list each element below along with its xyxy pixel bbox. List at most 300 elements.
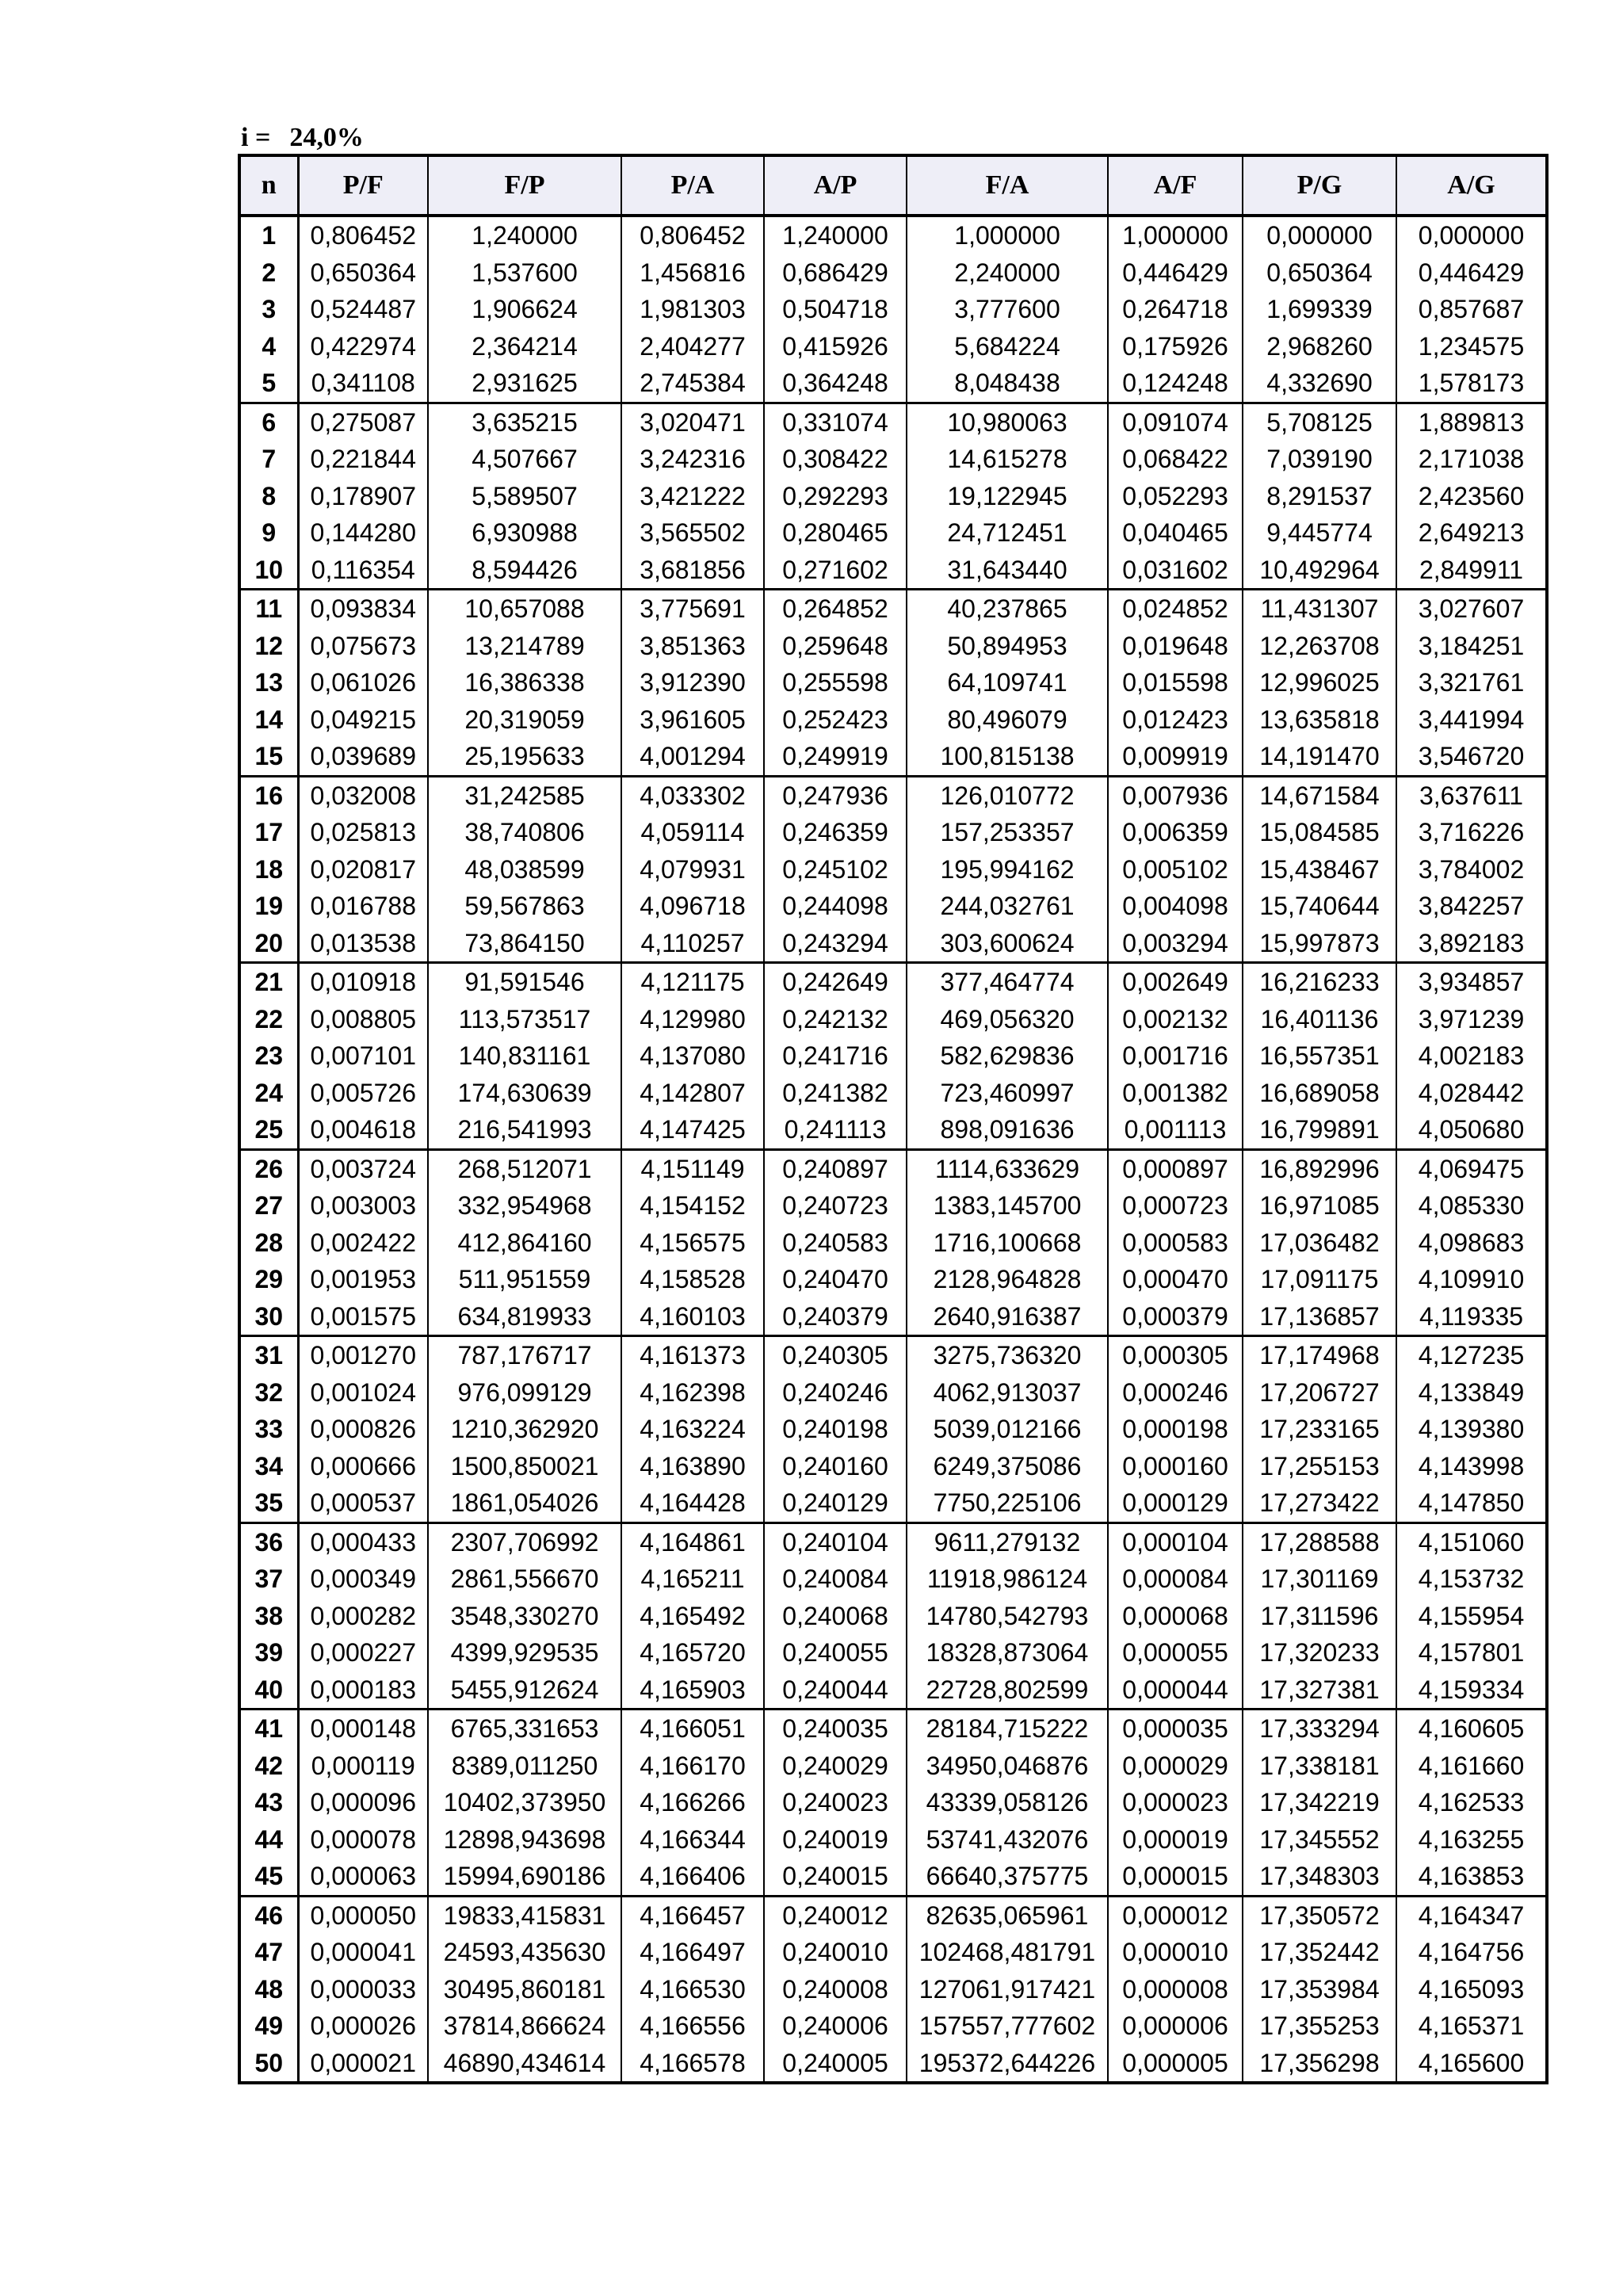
cell-ap: 0,240035	[764, 1710, 907, 1748]
cell-fa: 19,122945	[907, 478, 1108, 515]
cell-af: 0,000035	[1108, 1710, 1243, 1748]
cell-pf: 0,001953	[298, 1261, 428, 1298]
cell-ap: 0,244098	[764, 888, 907, 925]
cell-pg: 17,273422	[1243, 1484, 1396, 1522]
cell-pf: 0,003724	[298, 1149, 428, 1187]
cell-pf: 0,075673	[298, 628, 428, 665]
cell-ap: 0,240023	[764, 1784, 907, 1821]
cell-fp: 8389,011250	[428, 1748, 621, 1785]
cell-pa: 4,096718	[621, 888, 764, 925]
cell-af: 0,001382	[1108, 1075, 1243, 1112]
cell-ap: 0,240723	[764, 1187, 907, 1224]
cell-pf: 0,000096	[298, 1784, 428, 1821]
cell-pa: 0,806452	[621, 216, 764, 254]
cell-n: 50	[239, 2045, 298, 2084]
cell-pf: 0,221844	[298, 441, 428, 478]
cell-pg: 16,401136	[1243, 1001, 1396, 1038]
cell-pf: 0,020817	[298, 851, 428, 888]
cell-ag: 4,069475	[1396, 1149, 1547, 1187]
cell-pf: 0,275087	[298, 403, 428, 441]
cell-pf: 0,000050	[298, 1896, 428, 1934]
table-row	[239, 514, 1547, 552]
interest-rate-label: i =	[241, 123, 271, 152]
table-row	[239, 1710, 1547, 1748]
cell-pf: 0,001270	[298, 1336, 428, 1374]
cell-fp: 113,573517	[428, 1001, 621, 1038]
cell-ap: 0,243294	[764, 925, 907, 963]
table-row	[239, 1971, 1547, 2008]
cell-pf: 0,000433	[298, 1522, 428, 1561]
cell-fa: 102468,481791	[907, 1934, 1108, 1971]
cell-ag: 0,000000	[1396, 216, 1547, 254]
cell-fp: 31,242585	[428, 776, 621, 814]
cell-fa: 377,464774	[907, 963, 1108, 1001]
cell-pa: 4,162398	[621, 1374, 764, 1412]
table-row	[239, 552, 1547, 590]
cell-n: 43	[239, 1784, 298, 1821]
column-header-fp: F/P	[428, 155, 621, 216]
cell-pf: 0,000063	[298, 1858, 428, 1896]
cell-pa: 4,160103	[621, 1298, 764, 1336]
cell-af: 0,068422	[1108, 441, 1243, 478]
table-row	[239, 963, 1547, 1001]
cell-fp: 1861,054026	[428, 1484, 621, 1522]
cell-ap: 1,240000	[764, 216, 907, 254]
cell-pa: 4,151149	[621, 1149, 764, 1187]
cell-ag: 3,184251	[1396, 628, 1547, 665]
cell-pa: 4,166578	[621, 2045, 764, 2084]
cell-fa: 28184,715222	[907, 1710, 1108, 1748]
cell-ag: 4,151060	[1396, 1522, 1547, 1561]
cell-n: 18	[239, 851, 298, 888]
cell-fp: 19833,415831	[428, 1896, 621, 1934]
cell-pa: 2,404277	[621, 328, 764, 365]
cell-pf: 0,422974	[298, 328, 428, 365]
cell-fa: 31,643440	[907, 552, 1108, 590]
cell-n: 11	[239, 590, 298, 628]
cell-ag: 4,161660	[1396, 1748, 1547, 1785]
cell-ag: 3,892183	[1396, 925, 1547, 963]
cell-fa: 43339,058126	[907, 1784, 1108, 1821]
cell-ag: 3,546720	[1396, 738, 1547, 776]
cell-pg: 4,332690	[1243, 365, 1396, 403]
cell-pg: 16,971085	[1243, 1187, 1396, 1224]
cell-n: 22	[239, 1001, 298, 1038]
cell-fp: 140,831161	[428, 1037, 621, 1075]
cell-pf: 0,000666	[298, 1448, 428, 1485]
cell-pg: 17,345552	[1243, 1821, 1396, 1859]
cell-fa: 2640,916387	[907, 1298, 1108, 1336]
cell-ap: 0,240015	[764, 1858, 907, 1896]
cell-fp: 1,906624	[428, 291, 621, 328]
cell-pg: 11,431307	[1243, 590, 1396, 628]
cell-pg: 0,000000	[1243, 216, 1396, 254]
cell-af: 0,000006	[1108, 2008, 1243, 2045]
cell-n: 3	[239, 291, 298, 328]
cell-fp: 3548,330270	[428, 1598, 621, 1635]
table-row	[239, 701, 1547, 739]
cell-pg: 16,892996	[1243, 1149, 1396, 1187]
cell-ap: 0,241716	[764, 1037, 907, 1075]
cell-ag: 3,934857	[1396, 963, 1547, 1001]
cell-ag: 4,163853	[1396, 1858, 1547, 1896]
cell-ap: 0,308422	[764, 441, 907, 478]
cell-pa: 4,165492	[621, 1598, 764, 1635]
cell-af: 0,000005	[1108, 2045, 1243, 2084]
cell-pa: 3,421222	[621, 478, 764, 515]
cell-af: 0,000012	[1108, 1896, 1243, 1934]
table-row	[239, 738, 1547, 776]
cell-fa: 82635,065961	[907, 1896, 1108, 1934]
cell-pf: 0,000078	[298, 1821, 428, 1859]
cell-fa: 11918,986124	[907, 1561, 1108, 1598]
cell-pf: 0,002422	[298, 1224, 428, 1262]
cell-fp: 10402,373950	[428, 1784, 621, 1821]
cell-fp: 38,740806	[428, 814, 621, 851]
cell-fp: 46890,434614	[428, 2045, 621, 2084]
table-row	[239, 1001, 1547, 1038]
table-row	[239, 1374, 1547, 1412]
cell-af: 0,000160	[1108, 1448, 1243, 1485]
cell-ap: 0,240010	[764, 1934, 907, 1971]
cell-ap: 0,240583	[764, 1224, 907, 1262]
cell-fp: 73,864150	[428, 925, 621, 963]
cell-n: 8	[239, 478, 298, 515]
cell-ap: 0,271602	[764, 552, 907, 590]
cell-pa: 4,164428	[621, 1484, 764, 1522]
cell-ag: 3,321761	[1396, 664, 1547, 701]
cell-pg: 16,689058	[1243, 1075, 1396, 1112]
cell-af: 0,004098	[1108, 888, 1243, 925]
cell-af: 0,000068	[1108, 1598, 1243, 1635]
cell-ap: 0,292293	[764, 478, 907, 515]
cell-ap: 0,240068	[764, 1598, 907, 1635]
table-row	[239, 1448, 1547, 1485]
cell-n: 36	[239, 1522, 298, 1561]
cell-fa: 582,629836	[907, 1037, 1108, 1075]
cell-fp: 15994,690186	[428, 1858, 621, 1896]
cell-pf: 0,650364	[298, 254, 428, 292]
cell-ap: 0,240470	[764, 1261, 907, 1298]
table-row	[239, 1037, 1547, 1075]
cell-ap: 0,240012	[764, 1896, 907, 1934]
cell-ag: 3,637611	[1396, 776, 1547, 814]
cell-af: 0,000084	[1108, 1561, 1243, 1598]
cell-fa: 10,980063	[907, 403, 1108, 441]
cell-ap: 0,686429	[764, 254, 907, 292]
cell-pf: 0,000537	[298, 1484, 428, 1522]
cell-ag: 0,857687	[1396, 291, 1547, 328]
cell-pf: 0,000349	[298, 1561, 428, 1598]
cell-pa: 4,166497	[621, 1934, 764, 1971]
table-row	[239, 1784, 1547, 1821]
cell-ap: 0,246359	[764, 814, 907, 851]
cell-fa: 195,994162	[907, 851, 1108, 888]
cell-af: 0,000055	[1108, 1634, 1243, 1671]
cell-ap: 0,255598	[764, 664, 907, 701]
cell-ag: 4,002183	[1396, 1037, 1547, 1075]
cell-pa: 4,147425	[621, 1111, 764, 1149]
table-row	[239, 1896, 1547, 1934]
cell-ag: 3,441994	[1396, 701, 1547, 739]
cell-ap: 0,240198	[764, 1411, 907, 1448]
cell-pg: 16,557351	[1243, 1037, 1396, 1075]
cell-pg: 1,699339	[1243, 291, 1396, 328]
cell-pf: 0,093834	[298, 590, 428, 628]
table-row	[239, 1671, 1547, 1710]
cell-ap: 0,240379	[764, 1298, 907, 1336]
cell-ap: 0,240246	[764, 1374, 907, 1412]
cell-ag: 0,446429	[1396, 254, 1547, 292]
cell-pg: 15,997873	[1243, 925, 1396, 963]
cell-ag: 4,109910	[1396, 1261, 1547, 1298]
cell-fa: 1,000000	[907, 216, 1108, 254]
cell-pf: 0,178907	[298, 478, 428, 515]
cell-af: 0,000008	[1108, 1971, 1243, 2008]
column-header-n: n	[239, 155, 298, 216]
cell-pf: 0,341108	[298, 365, 428, 403]
cell-pa: 4,165211	[621, 1561, 764, 1598]
cell-fa: 1114,633629	[907, 1149, 1108, 1187]
table-row	[239, 1298, 1547, 1336]
table-row	[239, 925, 1547, 963]
interest-rate-value: 24,0%	[289, 123, 364, 152]
cell-pa: 4,166344	[621, 1821, 764, 1859]
cell-fp: 216,541993	[428, 1111, 621, 1149]
table-header	[239, 155, 1547, 216]
table-row	[239, 403, 1547, 441]
cell-pa: 3,242316	[621, 441, 764, 478]
cell-n: 5	[239, 365, 298, 403]
table-row	[239, 1634, 1547, 1671]
cell-pg: 14,671584	[1243, 776, 1396, 814]
table-row	[239, 1484, 1547, 1522]
cell-fp: 59,567863	[428, 888, 621, 925]
cell-af: 0,015598	[1108, 664, 1243, 701]
cell-fp: 5,589507	[428, 478, 621, 515]
cell-fa: 5,684224	[907, 328, 1108, 365]
cell-pf: 0,032008	[298, 776, 428, 814]
cell-n: 17	[239, 814, 298, 851]
cell-fp: 10,657088	[428, 590, 621, 628]
cell-pf: 0,007101	[298, 1037, 428, 1075]
cell-pf: 0,000282	[298, 1598, 428, 1635]
cell-af: 0,003294	[1108, 925, 1243, 963]
cell-af: 0,000104	[1108, 1522, 1243, 1561]
cell-ap: 0,241382	[764, 1075, 907, 1112]
cell-ap: 0,364248	[764, 365, 907, 403]
table-row	[239, 1821, 1547, 1859]
cell-af: 0,000198	[1108, 1411, 1243, 1448]
cell-af: 0,175926	[1108, 328, 1243, 365]
cell-pa: 4,121175	[621, 963, 764, 1001]
cell-pa: 4,166170	[621, 1748, 764, 1785]
cell-af: 0,012423	[1108, 701, 1243, 739]
cell-fp: 5455,912624	[428, 1671, 621, 1710]
cell-ag: 4,164347	[1396, 1896, 1547, 1934]
cell-pf: 0,000148	[298, 1710, 428, 1748]
cell-pf: 0,039689	[298, 738, 428, 776]
cell-fp: 332,954968	[428, 1187, 621, 1224]
column-header-pa: P/A	[621, 155, 764, 216]
cell-fp: 25,195633	[428, 738, 621, 776]
cell-pg: 17,348303	[1243, 1858, 1396, 1896]
cell-af: 0,052293	[1108, 478, 1243, 515]
cell-fa: 2128,964828	[907, 1261, 1108, 1298]
cell-pa: 4,166556	[621, 2008, 764, 2045]
cell-fp: 976,099129	[428, 1374, 621, 1412]
cell-pg: 5,708125	[1243, 403, 1396, 441]
cell-n: 42	[239, 1748, 298, 1785]
cell-pa: 3,775691	[621, 590, 764, 628]
cell-pf: 0,000026	[298, 2008, 428, 2045]
cell-af: 0,000023	[1108, 1784, 1243, 1821]
cell-pg: 17,338181	[1243, 1748, 1396, 1785]
cell-ag: 4,165371	[1396, 2008, 1547, 2045]
cell-ag: 4,143998	[1396, 1448, 1547, 1485]
cell-n: 41	[239, 1710, 298, 1748]
cell-n: 15	[239, 738, 298, 776]
cell-pg: 17,091175	[1243, 1261, 1396, 1298]
cell-pg: 17,136857	[1243, 1298, 1396, 1336]
cell-pg: 0,650364	[1243, 254, 1396, 292]
cell-ap: 0,240055	[764, 1634, 907, 1671]
cell-ag: 1,234575	[1396, 328, 1547, 365]
cell-fp: 268,512071	[428, 1149, 621, 1187]
cell-ap: 0,240044	[764, 1671, 907, 1710]
cell-pg: 17,320233	[1243, 1634, 1396, 1671]
cell-af: 1,000000	[1108, 216, 1243, 254]
cell-ag: 3,971239	[1396, 1001, 1547, 1038]
cell-pg: 17,233165	[1243, 1411, 1396, 1448]
cell-af: 0,009919	[1108, 738, 1243, 776]
cell-pg: 17,174968	[1243, 1336, 1396, 1374]
table-row	[239, 1224, 1547, 1262]
cell-fa: 24,712451	[907, 514, 1108, 552]
cell-af: 0,000010	[1108, 1934, 1243, 1971]
cell-pa: 4,161373	[621, 1336, 764, 1374]
cell-fp: 16,386338	[428, 664, 621, 701]
cell-n: 2	[239, 254, 298, 292]
cell-af: 0,000897	[1108, 1149, 1243, 1187]
cell-ap: 0,240084	[764, 1561, 907, 1598]
cell-fa: 66640,375775	[907, 1858, 1108, 1896]
cell-ap: 0,259648	[764, 628, 907, 665]
table-row	[239, 1561, 1547, 1598]
cell-pf: 0,000033	[298, 1971, 428, 2008]
cell-n: 44	[239, 1821, 298, 1859]
table-row	[239, 1411, 1547, 1448]
cell-n: 16	[239, 776, 298, 814]
cell-af: 0,000015	[1108, 1858, 1243, 1896]
cell-pa: 4,158528	[621, 1261, 764, 1298]
cell-fa: 50,894953	[907, 628, 1108, 665]
cell-fp: 30495,860181	[428, 1971, 621, 2008]
cell-pa: 3,851363	[621, 628, 764, 665]
cell-fp: 1,240000	[428, 216, 621, 254]
cell-n: 49	[239, 2008, 298, 2045]
column-header-pf: P/F	[298, 155, 428, 216]
cell-pg: 15,740644	[1243, 888, 1396, 925]
cell-n: 37	[239, 1561, 298, 1598]
cell-pg: 17,036482	[1243, 1224, 1396, 1262]
cell-fp: 1210,362920	[428, 1411, 621, 1448]
cell-af: 0,446429	[1108, 254, 1243, 292]
cell-n: 35	[239, 1484, 298, 1522]
cell-pg: 17,352442	[1243, 1934, 1396, 1971]
cell-pg: 15,438467	[1243, 851, 1396, 888]
cell-pg: 17,350572	[1243, 1896, 1396, 1934]
cell-ag: 2,849911	[1396, 552, 1547, 590]
cell-pg: 17,206727	[1243, 1374, 1396, 1412]
cell-pa: 4,079931	[621, 851, 764, 888]
cell-ap: 0,504718	[764, 291, 907, 328]
cell-af: 0,002132	[1108, 1001, 1243, 1038]
cell-ag: 4,164756	[1396, 1934, 1547, 1971]
cell-pf: 0,144280	[298, 514, 428, 552]
cell-n: 19	[239, 888, 298, 925]
cell-pg: 17,311596	[1243, 1598, 1396, 1635]
cell-ap: 0,240006	[764, 2008, 907, 2045]
cell-fp: 2861,556670	[428, 1561, 621, 1598]
cell-pg: 9,445774	[1243, 514, 1396, 552]
cell-fp: 91,591546	[428, 963, 621, 1001]
table-row	[239, 1149, 1547, 1187]
cell-fa: 80,496079	[907, 701, 1108, 739]
cell-fa: 898,091636	[907, 1111, 1108, 1149]
cell-fp: 2,364214	[428, 328, 621, 365]
cell-n: 26	[239, 1149, 298, 1187]
cell-n: 21	[239, 963, 298, 1001]
cell-af: 0,000305	[1108, 1336, 1243, 1374]
cell-ag: 4,119335	[1396, 1298, 1547, 1336]
table-row	[239, 664, 1547, 701]
table-row	[239, 888, 1547, 925]
cell-n: 38	[239, 1598, 298, 1635]
cell-ap: 0,415926	[764, 328, 907, 365]
cell-fa: 3,777600	[907, 291, 1108, 328]
cell-ap: 0,242132	[764, 1001, 907, 1038]
cell-fp: 13,214789	[428, 628, 621, 665]
cell-fa: 157557,777602	[907, 2008, 1108, 2045]
cell-af: 0,000019	[1108, 1821, 1243, 1859]
cell-pa: 4,156575	[621, 1224, 764, 1262]
cell-n: 20	[239, 925, 298, 963]
cell-ag: 3,716226	[1396, 814, 1547, 851]
cell-n: 47	[239, 1934, 298, 1971]
cell-af: 0,091074	[1108, 403, 1243, 441]
table-body	[239, 216, 1547, 2083]
cell-ap: 0,240019	[764, 1821, 907, 1859]
cell-pf: 0,005726	[298, 1075, 428, 1112]
cell-n: 31	[239, 1336, 298, 1374]
cell-pf: 0,000041	[298, 1934, 428, 1971]
cell-n: 34	[239, 1448, 298, 1485]
cell-fa: 22728,802599	[907, 1671, 1108, 1710]
cell-n: 12	[239, 628, 298, 665]
cell-pg: 17,353984	[1243, 1971, 1396, 2008]
cell-n: 30	[239, 1298, 298, 1336]
cell-ag: 4,153732	[1396, 1561, 1547, 1598]
cell-ap: 0,331074	[764, 403, 907, 441]
cell-pa: 4,110257	[621, 925, 764, 963]
cell-af: 0,006359	[1108, 814, 1243, 851]
cell-n: 7	[239, 441, 298, 478]
interest-factor-table	[238, 154, 1549, 2084]
cell-n: 28	[239, 1224, 298, 1262]
cell-ag: 4,165600	[1396, 2045, 1547, 2084]
cell-n: 39	[239, 1634, 298, 1671]
